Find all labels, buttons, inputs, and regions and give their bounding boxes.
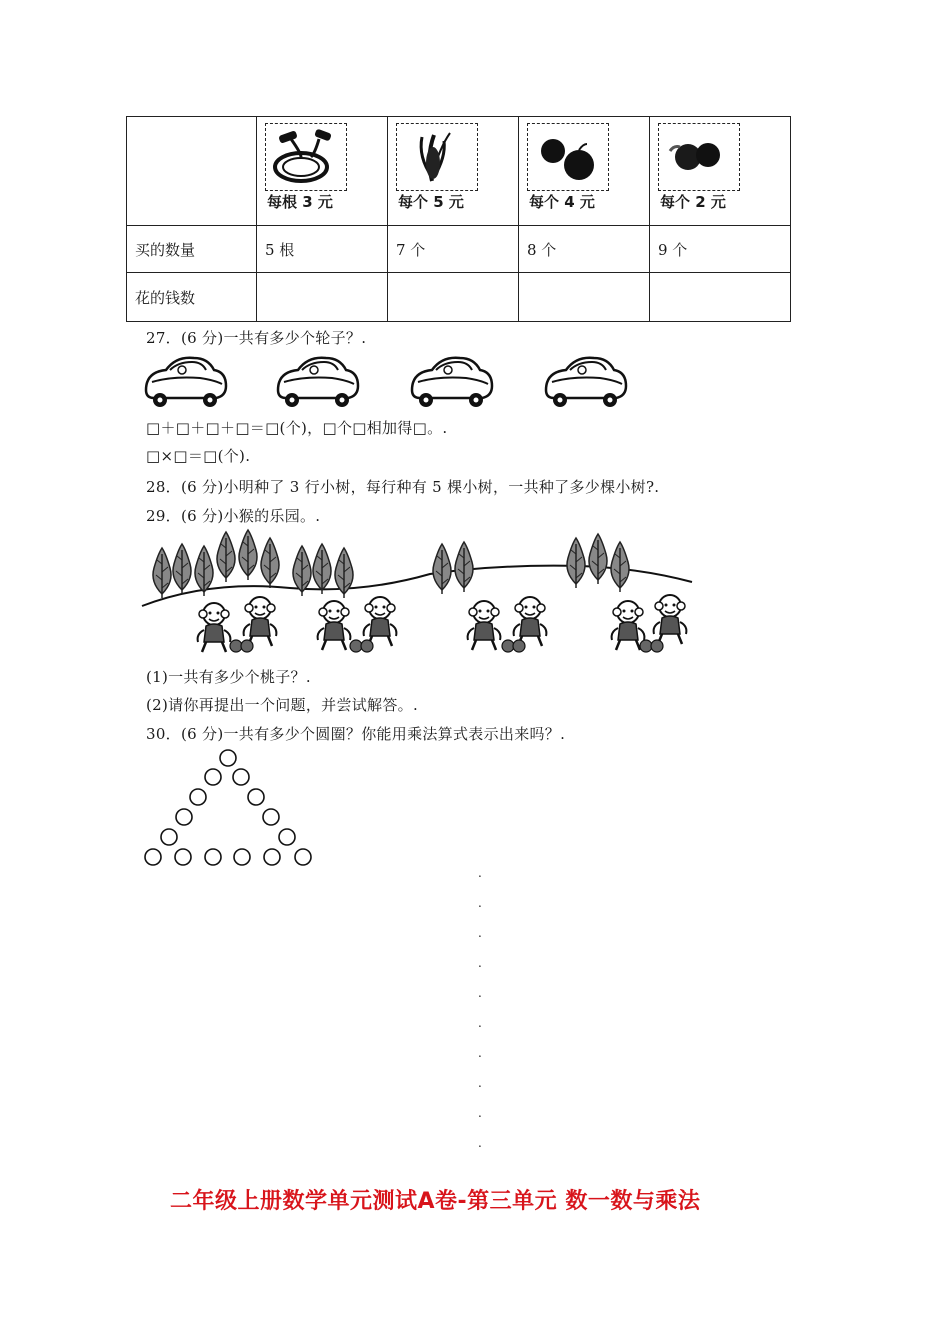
dot-mark: . bbox=[478, 1046, 482, 1060]
price-table bbox=[126, 116, 791, 322]
row-label: 花的钱数 bbox=[127, 273, 257, 322]
fruit-icon bbox=[519, 117, 649, 197]
goods-price-label: 每根 3 元 bbox=[267, 193, 333, 211]
monkey-park-icon bbox=[140, 528, 696, 660]
quantity-cell: 8 个 bbox=[519, 226, 650, 273]
cost-answer-cell[interactable] bbox=[257, 273, 388, 322]
quantity-cell: 7 个 bbox=[388, 226, 519, 273]
goods-cell-fruit bbox=[519, 117, 650, 226]
goods-cell-corn bbox=[388, 117, 519, 226]
dot-mark: . bbox=[478, 986, 482, 1000]
question-27-equation-add: □＋□＋□＋□＝□(个)，□个□相加得□。. bbox=[146, 419, 448, 437]
quantity-cell: 9 个 bbox=[650, 226, 791, 273]
cost-answer-cell[interactable] bbox=[519, 273, 650, 322]
question-27-text: 27．(6 分)一共有多少个轮子？. bbox=[146, 329, 367, 347]
car-icon bbox=[140, 346, 640, 412]
cost-answer-cell[interactable] bbox=[388, 273, 519, 322]
document-footer-title: 二年级上册数学单元测试A卷-第三单元 数一数与乘法 bbox=[170, 1189, 701, 1214]
goods-price-label: 每个 5 元 bbox=[398, 193, 464, 211]
table-row-cost bbox=[127, 273, 791, 322]
circle-triangle-icon bbox=[140, 746, 324, 872]
table-row-quantity bbox=[127, 226, 791, 273]
dot-mark: . bbox=[478, 1136, 482, 1150]
dot-mark: . bbox=[478, 956, 482, 970]
goods-price-label: 每个 4 元 bbox=[529, 193, 595, 211]
goods-cell-peach bbox=[650, 117, 791, 226]
jump-rope-icon bbox=[257, 117, 387, 197]
corn-icon bbox=[388, 117, 518, 197]
cost-answer-cell[interactable] bbox=[650, 273, 791, 322]
table-header-row bbox=[127, 117, 791, 226]
question-29-text: 29．(6 分)小猴的乐园。. bbox=[146, 507, 321, 525]
peach-icon bbox=[650, 117, 790, 197]
dot-mark: . bbox=[478, 896, 482, 910]
question-30-text: 30．(6 分)一共有多少个圆圈？你能用乘法算式表示出来吗？. bbox=[146, 725, 566, 743]
dot-mark: . bbox=[478, 1016, 482, 1030]
question-29-sub-1: (1)一共有多少个桃子？. bbox=[146, 668, 311, 686]
question-28-text: 28．(6 分)小明种了 3 行小树，每行种有 5 棵小树，一共种了多少棵小树?. bbox=[146, 478, 660, 496]
question-29-sub-2: (2)请你再提出一个问题，并尝试解答。. bbox=[146, 696, 419, 714]
dot-mark: . bbox=[478, 866, 482, 880]
dot-mark: . bbox=[478, 926, 482, 940]
goods-price-label: 每个 2 元 bbox=[660, 193, 726, 211]
question-27-equation-multiply: □×□＝□(个). bbox=[146, 447, 251, 465]
goods-cell-rope bbox=[257, 117, 388, 226]
quantity-cell: 5 根 bbox=[257, 226, 388, 273]
row-label: 买的数量 bbox=[127, 226, 257, 273]
table-corner-cell bbox=[127, 117, 257, 226]
dot-mark: . bbox=[478, 1106, 482, 1120]
dot-mark: . bbox=[478, 1076, 482, 1090]
